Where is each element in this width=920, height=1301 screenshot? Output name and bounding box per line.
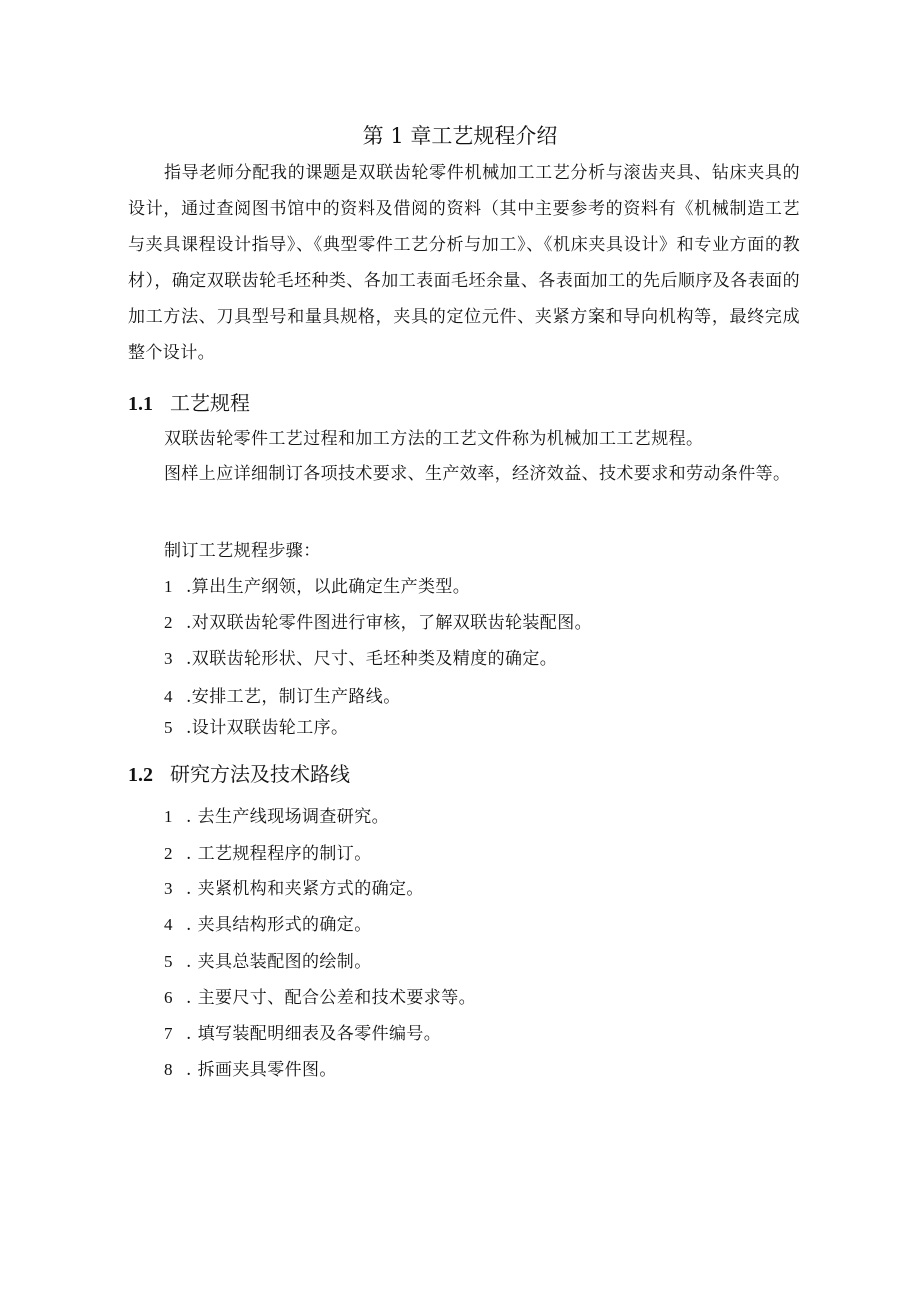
list-item-text: . 夹具结构形式的确定。 <box>186 915 372 935</box>
list-item-number: 5 <box>164 718 173 737</box>
list-item <box>164 983 476 1013</box>
list-item <box>164 802 389 832</box>
list-item-number: 1 <box>164 807 173 826</box>
list-item-number: 1 <box>164 577 173 596</box>
list-item-number: 2 <box>164 844 173 863</box>
list-item <box>164 1055 337 1085</box>
section-title: 工艺规程 <box>170 391 250 415</box>
list-item-number: 4 <box>164 687 173 706</box>
list-item-number: 2 <box>164 613 173 632</box>
list-item-number: 3 <box>164 649 173 668</box>
list-item-number: 8 <box>164 1060 173 1079</box>
list-item-text: . 夹具总装配图的绘制。 <box>186 952 372 972</box>
list-item-text: .双联齿轮形状、尺寸、毛坯种类及精度的确定。 <box>186 649 558 669</box>
section-title: 研究方法及技术路线 <box>170 762 350 786</box>
section-heading-1-1 <box>128 388 250 419</box>
list-item-text: .设计双联齿轮工序。 <box>186 718 349 738</box>
chapter-intro-paragraph: 指导老师分配我的课题是双联齿轮零件机械加工工艺分析与滚齿夹具、钻床夹具的设计，通过查阅图书馆中的资料及借阅的资料（其中主要参考的资料有《机械制造工艺与夹具课程设计指导》、《典型零件工艺分析与加工》、《机床夹具设计》和专业方面的教材），确定双联齿轮毛坯种类、各加工表面毛坯余量、各表面加工的先后顺序及各表面的加工方法、刀具型号和量具规格，夹具的定位元件、夹紧方案和导向机构等，最终完成整个设计。 <box>128 163 800 363</box>
list-item <box>164 644 557 674</box>
list-item-text: . 填写装配明细表及各零件编号。 <box>186 1024 442 1044</box>
list-item <box>164 682 401 712</box>
section-number: 1.2 <box>128 764 153 786</box>
steps-heading: 制订工艺规程步骤： <box>164 541 321 561</box>
list-item <box>164 947 372 977</box>
list-item-number: 7 <box>164 1024 173 1043</box>
chapter-title: 第 1 章工艺规程介绍 <box>362 124 558 148</box>
section-heading-1-2 <box>128 759 350 790</box>
list-item <box>164 839 372 869</box>
list-item <box>164 910 372 940</box>
list-item <box>164 713 348 743</box>
list-item-text: .安排工艺，制订生产路线。 <box>186 687 401 707</box>
section1-paragraph-1: 双联齿轮零件工艺过程和加工方法的工艺文件称为机械加工工艺规程。 <box>164 429 704 449</box>
section-number: 1.1 <box>128 393 153 415</box>
list-item-text: . 工艺规程程序的制订。 <box>186 844 372 864</box>
list-item-text: . 夹紧机构和夹紧方式的确定。 <box>186 879 424 899</box>
list-item-number: 5 <box>164 952 173 971</box>
list-item <box>164 874 424 904</box>
list-item-text: . 主要尺寸、配合公差和技术要求等。 <box>186 988 477 1008</box>
list-item-text: . 去生产线现场调查研究。 <box>186 807 390 827</box>
list-item <box>164 1019 441 1049</box>
list-item-number: 4 <box>164 915 173 934</box>
list-item <box>164 608 592 638</box>
list-item-text: .对双联齿轮零件图进行审核，了解双联齿轮装配图。 <box>186 613 593 633</box>
list-item-text: .算出生产纲领，以此确定生产类型。 <box>186 577 471 597</box>
list-item-number: 3 <box>164 879 173 898</box>
section1-paragraph-2: 图样上应详细制订各项技术要求、生产效率，经济效益、技术要求和劳动条件等。 <box>164 464 791 484</box>
list-item <box>164 572 470 602</box>
list-item-number: 6 <box>164 988 173 1007</box>
list-item-text: . 拆画夹具零件图。 <box>186 1060 337 1080</box>
